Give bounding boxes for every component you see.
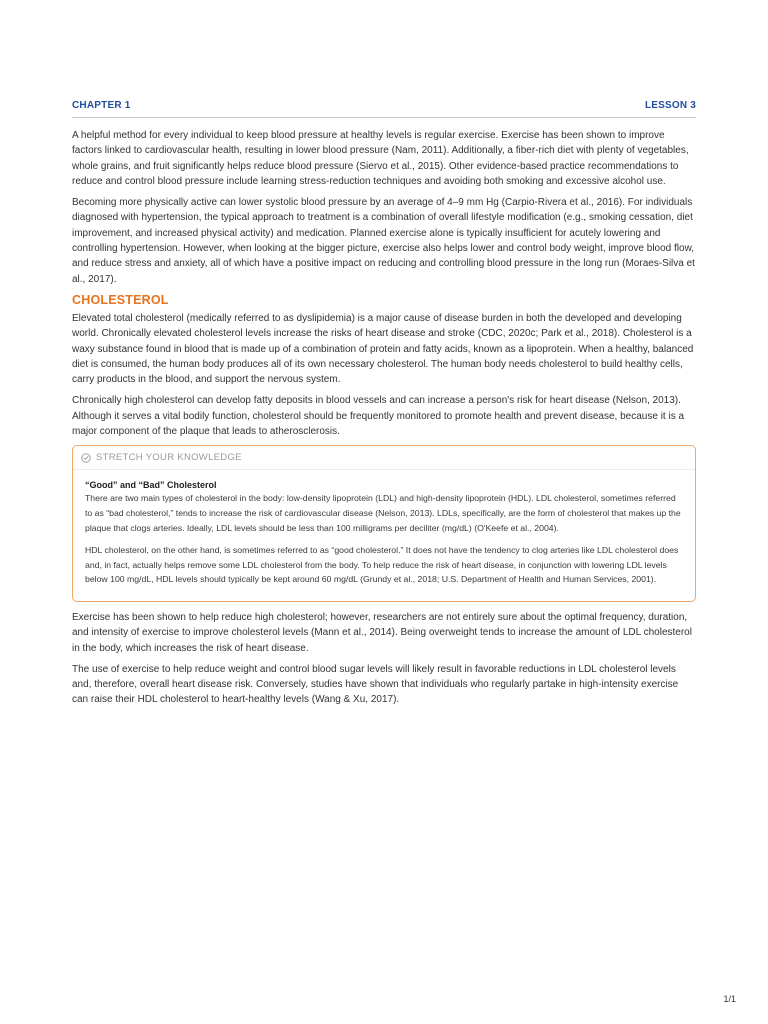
- paragraph: Chronically high cholesterol can develop fatty deposits in blood vessels and can increase a person's risk for heart disease (Nelson, 2013). Although it serves a vital bodily function, cholesterol should be frequently monitored to promote health and prevent disease, because it is a major component of the plaque that leads to atherosclerosis.: [72, 395, 685, 438]
- callout-paragraph: HDL cholesterol, on the other hand, is sometimes referred to as “good cholesterol.” It does not have the tendency to clog arteries like LDL cholesterol does and, in fact, actually helps remove some LDL cholesterol from the body. To help reduce the risk of heart disease, in conjunction with lowering LDL levels below 100 mg/dL, HDL levels should typically be kept around 60 mg/dL (Grundy et al., 2018; U.S. Department of Health and Human Services, 2001).: [85, 545, 679, 585]
- paragraph: Exercise has been shown to help reduce high cholesterol; however, researchers are not entirely sure about the optimal frequency, duration, and intensity of exercise to improve cholesterol levels (Mann et al., 2014). Being overweight tends to increase the amount of LDL cholesterol in the body, which increases the risk of heart disease.: [72, 611, 692, 654]
- page-content: [72, 118, 696, 708]
- section-heading: CHOLESTEROL: [72, 292, 169, 307]
- callout-body: [73, 470, 695, 587]
- paragraph: The use of exercise to help reduce weight and control blood sugar levels will likely result in favorable reductions in LDL cholesterol levels and, therefore, overall heart disease risk. Conversely, studies have shown that individuals who regularly partake in high-intensity exercise can raise their HDL cholesterol to heart-healthy levels (Wang & Xu, 2017).: [72, 663, 679, 706]
- callout-title: “Good” and “Bad” Cholesterol: [85, 480, 217, 491]
- callout-label: STRETCH YOUR KNOWLEDGE: [96, 452, 242, 464]
- document-page: [72, 100, 696, 714]
- page-header: [72, 100, 696, 118]
- paragraph: Becoming more physically active can lower systolic blood pressure by an average of 4–9 mm Hg (Carpio-Rivera et al., 2016). For individuals diagnosed with hypertension, the typical approach to treatment is a combination of overall lifestyle modification (e.g., smoking cessation, diet improvement, and increased physical activity) and medication. Planned exercise alone is typically insufficient for acutely lowering and controlling hypertension. However, when looking at the bigger picture, exercise also helps lower and control body weight, improve blood flow, and reduce stress and anxiety, all of which have a positive impact on reducing and controlling blood pressure in the long run (Moraes-Silva et al., 2017).: [72, 197, 695, 285]
- page-number: 1/1: [723, 994, 736, 1004]
- check-circle-icon: [81, 453, 91, 463]
- callout-paragraph: There are two main types of cholesterol in the body: low-density lipoprotein (LDL) and high-density lipoprotein (HDL). LDL cholesterol, sometimes referred to as “bad cholesterol,” tends to increase the risk of cardiovascular disease (Nelson, 2013). LDLs, specifically, are the form of cholesterol that makes up the plaque that clogs arteries. Ideally, LDL levels should be less than 100 milligrams per deciliter (mg/dL) (O'Keefe et al., 2004).: [85, 493, 681, 533]
- stretch-knowledge-callout: [72, 445, 696, 602]
- paragraph: Elevated total cholesterol (medically referred to as dyslipidemia) is a major cause of disease burden in both the developed and developing world. Chronically elevated cholesterol levels increase the risks of heart disease and stroke (CDC, 2020c; Park et al., 2018). Cholesterol is a waxy substance found in blood that is made up of a combination of protein and fatty acids, known as a lipoprotein. When a healthy, balanced diet is consumed, the human body produces all of its own necessary cholesterol. The human body needs cholesterol to build healthy cells, carry products in the blood, and support the nervous system.: [72, 312, 694, 386]
- chapter-label: CHAPTER 1: [72, 100, 131, 111]
- callout-header: [73, 446, 695, 470]
- lesson-label: LESSON 3: [644, 100, 696, 111]
- paragraph: A helpful method for every individual to keep blood pressure at healthy levels is regular exercise. Exercise has been shown to improve factors linked to cardiovascular health, resulting in lower blood pressure (Nam, 2011). Additionally, a fiber-rich diet with plenty of vegetables, whole grains, and fruit significantly helps reduce blood pressure (Siervo et al., 2015). Other evidence-based practice recommendations to reduce and control blood pressure include learning stress-reduction techniques and avoiding both smoking and excessive alcohol use.: [72, 130, 689, 187]
